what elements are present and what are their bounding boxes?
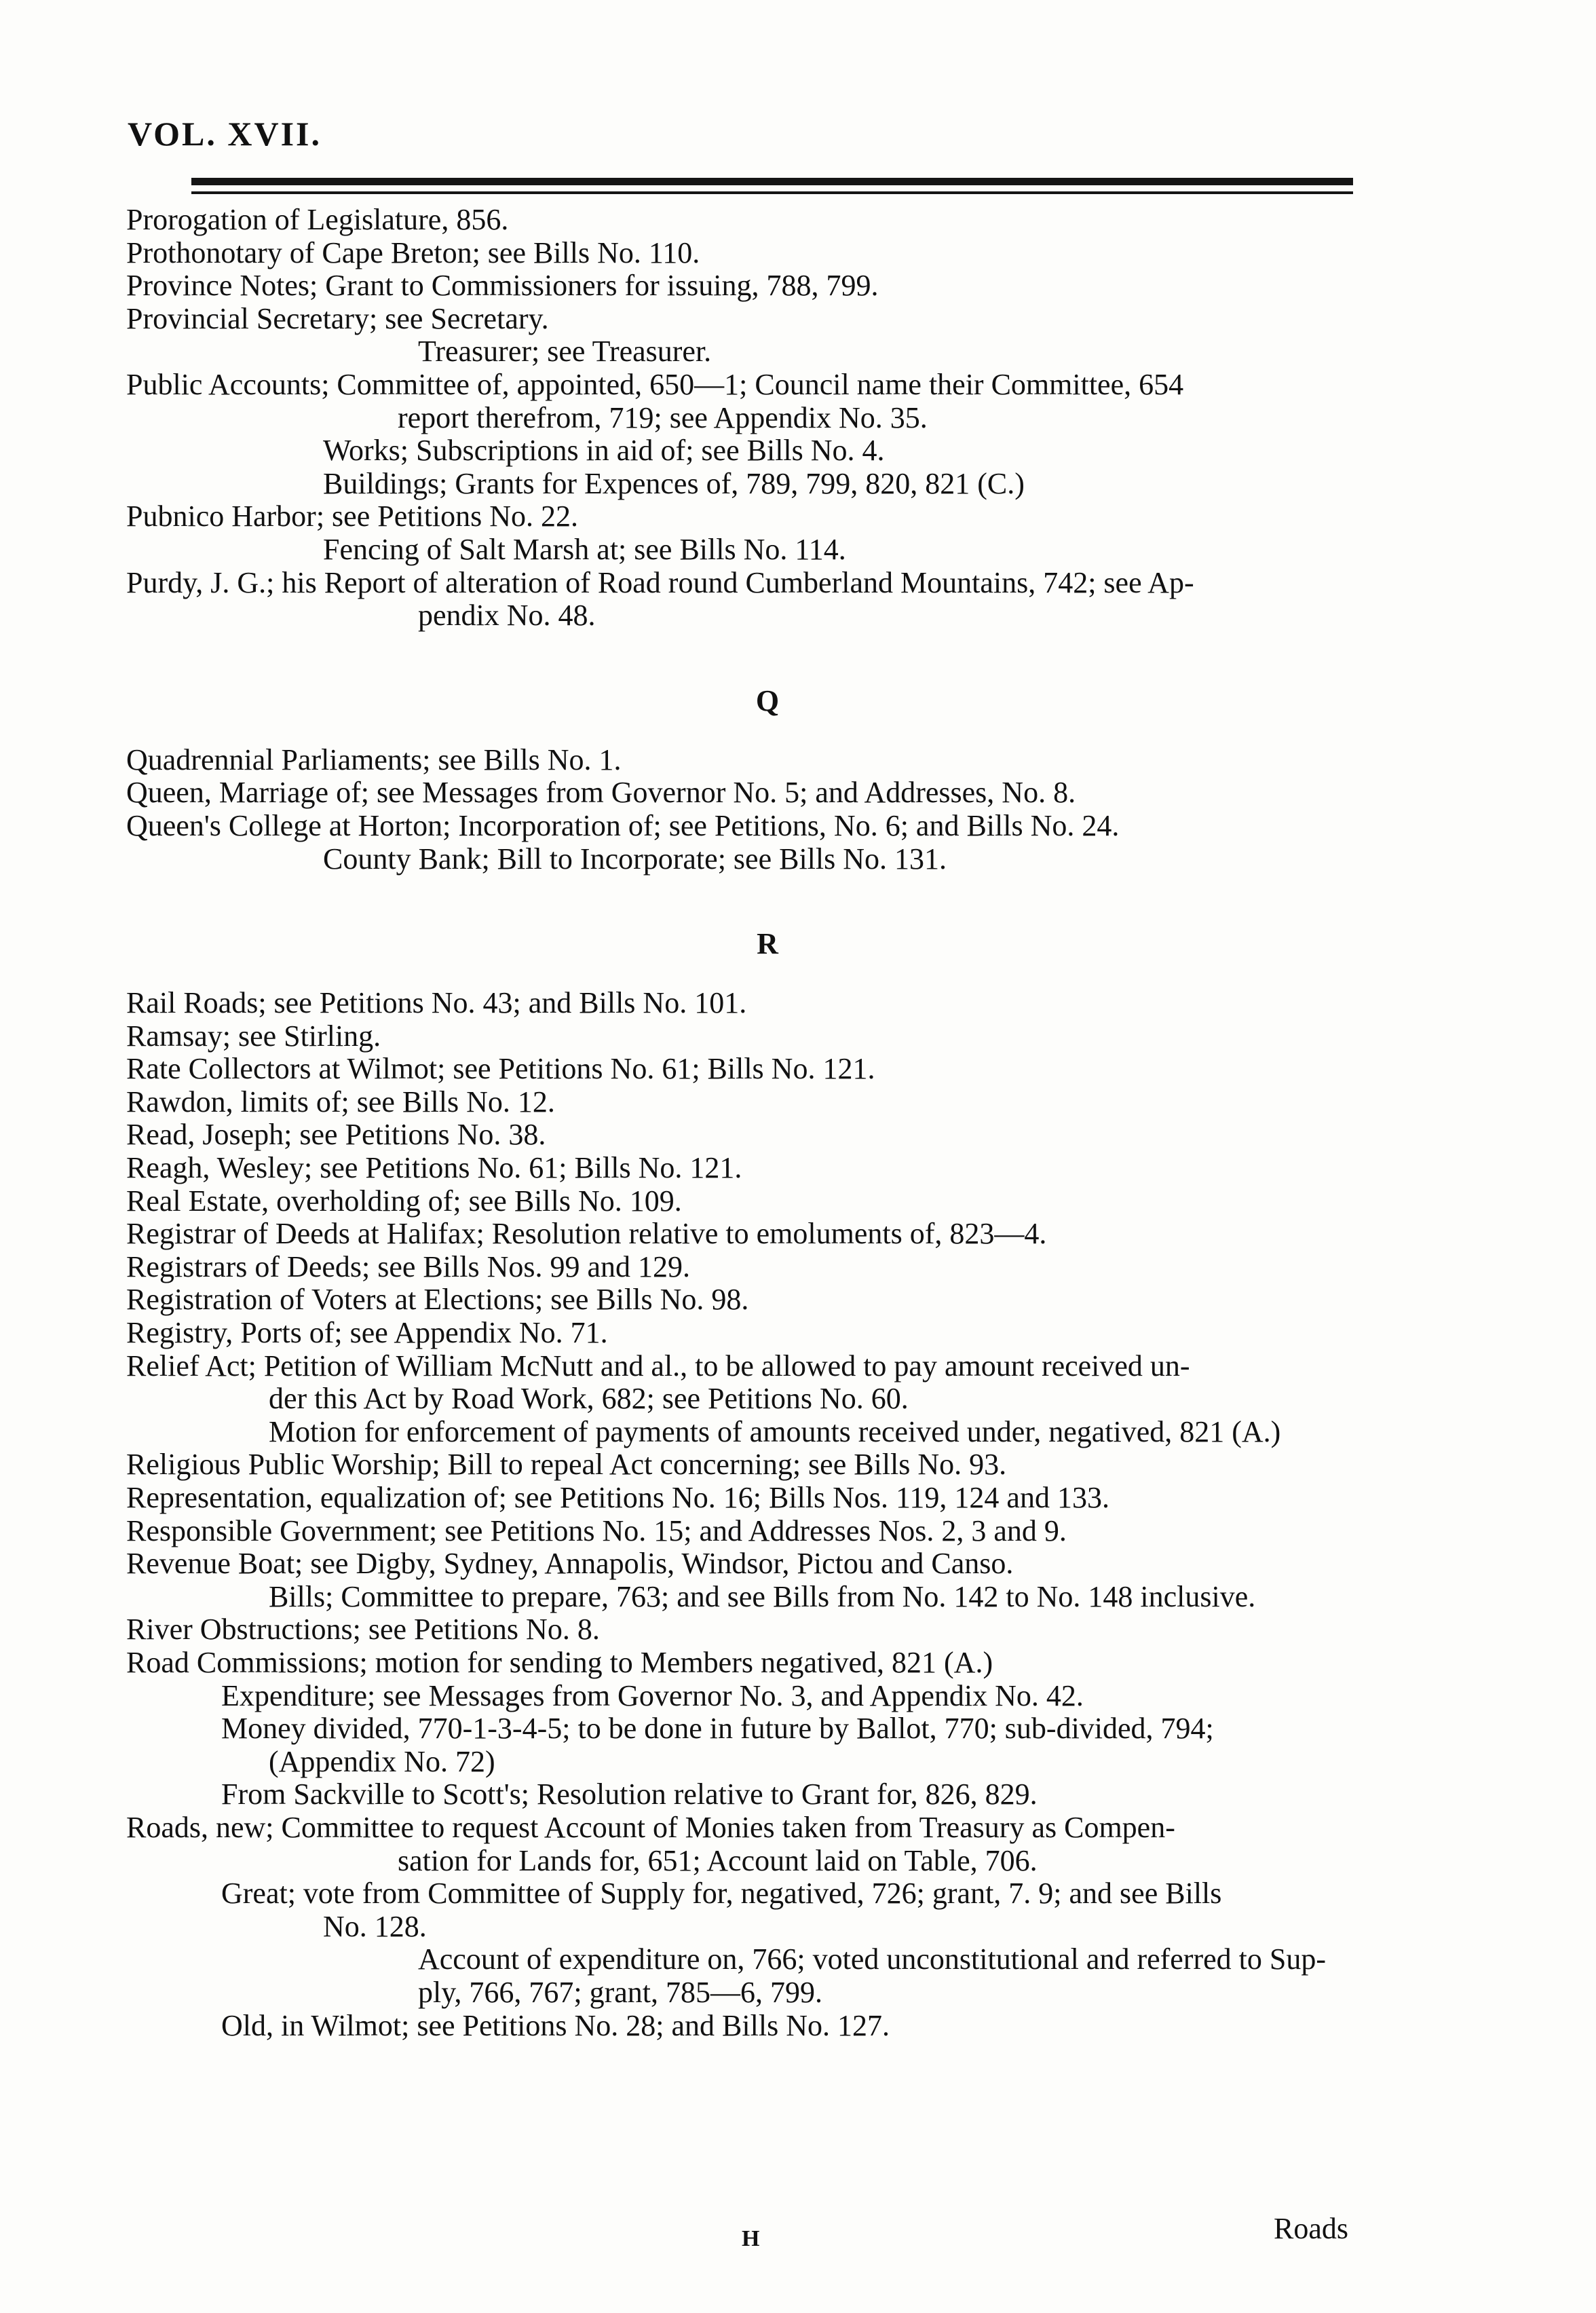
- index-entry: Queen's College at Horton; Incorporation of; see Petitions, No. 6; and Bills No. 24.: [126, 808, 1120, 842]
- index-entry: Prorogation of Legislature, 856.: [126, 203, 509, 236]
- index-entry: Quadrennial Parliaments; see Bills No. 1.: [126, 742, 622, 776]
- index-entry: Old, in Wilmot; see Petitions No. 28; and Bills No. 127.: [221, 2008, 890, 2042]
- index-entry: Relief Act; Petition of William McNutt and al., to be allowed to pay amount received un-: [126, 1349, 1190, 1383]
- index-entry: Registration of Voters at Elections; see Bills No. 98.: [126, 1283, 749, 1317]
- index-entry: sation for Lands for, 651; Account laid on Table, 706.: [398, 1843, 1038, 1877]
- index-entry: Revenue Boat; see Digby, Sydney, Annapolis, Windsor, Pictou and Canso.: [126, 1547, 1014, 1581]
- index-entry: River Obstructions; see Petitions No. 8.: [126, 1613, 600, 1647]
- index-entry: der this Act by Road Work, 682; see Petitions No. 60.: [269, 1382, 909, 1416]
- index-entry: Fencing of Salt Marsh at; see Bills No. 114.: [323, 532, 846, 566]
- section-gap: [126, 633, 1368, 658]
- index-entry: Prothonotary of Cape Breton; see Bills No. 110.: [126, 236, 700, 269]
- index-entry: Real Estate, overholding of; see Bills No. 109.: [126, 1184, 682, 1218]
- signature-mark: H: [742, 2226, 760, 2251]
- header-rule-thin: [191, 191, 1353, 194]
- index-entry: Religious Public Worship; Bill to repeal Act concerning; see Bills No. 93.: [126, 1448, 1007, 1482]
- index-entry: Motion for enforcement of payments of amounts received under, negatived, 821 (A.): [269, 1414, 1281, 1448]
- index-entry: Great; vote from Committee of Supply for, negatived, 726; grant, 7. 9; and see Bills: [221, 1877, 1222, 1911]
- index-entry: Road Commissions; motion for sending to Members negatived, 821 (A.): [126, 1645, 993, 1679]
- index-entry: Registry, Ports of; see Appendix No. 71.: [126, 1316, 608, 1350]
- index-entry: Treasurer; see Treasurer.: [418, 335, 712, 369]
- index-entry: Reagh, Wesley; see Petitions No. 61; Bills No. 121.: [126, 1151, 742, 1185]
- index-entry: Rail Roads; see Petitions No. 43; and Bills No. 101.: [126, 986, 747, 1020]
- index-entry: Provincial Secretary; see Secretary.: [126, 301, 549, 335]
- header-rule-thick: [191, 178, 1353, 185]
- index-entry: report therefrom, 719; see Appendix No. 35.: [398, 400, 928, 434]
- index-entry: Read, Joseph; see Petitions No. 38.: [126, 1118, 546, 1152]
- index-entry: Buildings; Grants for Expences of, 789, 799, 820, 821 (C.): [323, 466, 1025, 500]
- section-letter: Q: [755, 683, 780, 717]
- index-entry: Representation, equalization of; see Petitions No. 16; Bills Nos. 119, 124 and 133.: [126, 1481, 1109, 1514]
- index-entry: Rate Collectors at Wilmot; see Petitions No. 61; Bills No. 121.: [126, 1052, 875, 1086]
- volume-header: VOL. XVII.: [128, 115, 322, 153]
- index-entry: pendix No. 48.: [418, 599, 596, 633]
- index-entry: Money divided, 770-1-3-4-5; to be done in future by Ballot, 770; sub-divided, 794;: [221, 1712, 1214, 1746]
- index-entry: Ramsay; see Stirling.: [126, 1019, 381, 1053]
- index-entry: County Bank; Bill to Incorporate; see Bills No. 131.: [323, 842, 947, 876]
- index-entry: Province Notes; Grant to Commissioners for issuing, 788, 799.: [126, 269, 879, 303]
- index-entry: Roads, new; Committee to request Account of Monies taken from Treasury as Compen-: [126, 1810, 1175, 1844]
- index-entry: Responsible Government; see Petitions No. 15; and Addresses Nos. 2, 3 and 9.: [126, 1513, 1067, 1547]
- index-entry: Bills; Committee to prepare, 763; and see Bills from No. 142 to No. 148 inclusive.: [269, 1579, 1256, 1613]
- index-entry: Queen, Marriage of; see Messages from Governor No. 5; and Addresses, No. 8.: [126, 776, 1076, 810]
- index-body: [126, 204, 1368, 2042]
- index-entry: Pubnico Harbor; see Petitions No. 22.: [126, 500, 579, 533]
- index-entry: Expenditure; see Messages from Governor No. 3, and Appendix No. 42.: [221, 1678, 1084, 1712]
- index-entry: From Sackville to Scott's; Resolution relative to Grant for, 826, 829.: [221, 1778, 1038, 1811]
- section-letter: R: [757, 927, 778, 961]
- index-entry: Registrars of Deeds; see Bills Nos. 99 and 129.: [126, 1249, 690, 1283]
- section-gap: [126, 876, 1368, 901]
- index-entry: Public Accounts; Committee of, appointed, 650—1; Council name their Committee, 654: [126, 367, 1184, 401]
- index-entry: Registrar of Deeds at Halifax; Resolution relative to emoluments of, 823—4.: [126, 1217, 1047, 1251]
- index-entry: Purdy, J. G.; his Report of alteration of Road round Cumberland Mountains, 742; see Ap-: [126, 565, 1194, 599]
- index-entry: Account of expenditure on, 766; voted unconstitutional and referred to Sup-: [418, 1942, 1326, 1976]
- index-entry: No. 128.: [323, 1909, 427, 1943]
- index-entry: ply, 766, 767; grant, 785—6, 799.: [418, 1975, 822, 2009]
- index-entry: Works; Subscriptions in aid of; see Bills No. 4.: [323, 434, 885, 468]
- index-entry: Rawdon, limits of; see Bills No. 12.: [126, 1085, 555, 1118]
- catchword: Roads: [1274, 2212, 1348, 2245]
- index-entry: (Appendix No. 72): [269, 1744, 495, 1778]
